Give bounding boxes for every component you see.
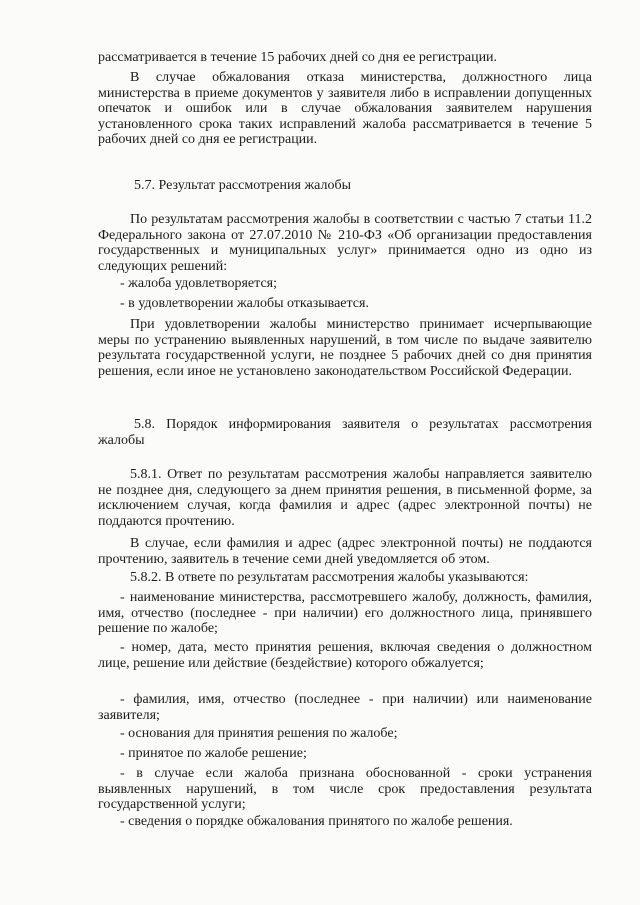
heading-5-7: 5.7. Результат рассмотрения жалобы: [134, 178, 351, 193]
paragraph-unreadable: В случае, если фамилия и адрес (адрес электронной почты) не поддаются прочтению, заявитель в течение семи дней уведомляется об этом.: [98, 536, 592, 567]
list-item-decision-grounds: - основания для принятия решения по жалобе;: [120, 726, 398, 741]
list-item-decision-details: - номер, дата, место принятия решения, включая сведения о должностном лице, решение или действие (бездействие) которого обжалуется;: [98, 640, 592, 671]
paragraph-decision-basis: По результатам рассмотрения жалобы в соответствии с частью 7 статьи 11.2 Федерального закона от 27.07.2010 № 210-ФЗ «Об организации предоставления государственных и муниципальных услуг» принимается одно из одно из следующих решений:: [98, 212, 592, 274]
list-item-appeal-procedure: - сведения о порядке обжалования принятого по жалобе решения.: [120, 814, 513, 829]
list-item-ministry-name: - наименование министерства, рассмотревшего жалобу, должность, фамилия, имя, отчество (последнее - при наличии) его должностного лица, принявшего решение по жалобе;: [98, 590, 592, 637]
paragraph-review-term: рассматривается в течение 15 рабочих дней со дня ее регистрации.: [98, 50, 498, 65]
list-item-remedy-terms: - в случае если жалоба признана обоснованной - сроки устранения выявленных нарушений, в том числе срок предоставления результата государственной услуги;: [98, 766, 592, 813]
paragraph-satisfaction-measures: При удовлетворении жалобы министерство принимает исчерпывающие меры по устранению выявленных нарушений, в том числе по выдаче заявителю результата государственной услуги, не позднее 5 рабочих дней со дня принятия решения, если иное не установлено законодательством Российской Федерации.: [98, 317, 592, 379]
list-item-applicant-name: - фамилия, имя, отчество (последнее - при наличии) или наименование заявителя;: [98, 692, 592, 723]
list-item-satisfied: - жалоба удовлетворяется;: [120, 276, 277, 291]
heading-5-8: 5.8. Порядок информирования заявителя о результатах рассмотрения жалобы: [98, 417, 592, 448]
paragraph-5-8-2: 5.8.2. В ответе по результатам рассмотрения жалобы указываются:: [130, 570, 529, 585]
list-item-decision-taken: - принятое по жалобе решение;: [120, 746, 307, 761]
paragraph-5-8-1: 5.8.1. Ответ по результатам рассмотрения жалобы направляется заявителю не позднее дня, следующего за днем принятия решения, в письменной форме, за исключением случая, когда фамилия и адрес (адрес электронной почты) не поддаются прочтению.: [98, 467, 592, 529]
list-item-refused: - в удовлетворении жалобы отказывается.: [120, 296, 369, 311]
paragraph-appeal-refusal: В случае обжалования отказа министерства, должностного лица министерства в приеме документов у заявителя либо в исправлении допущенных опечаток и ошибок или в случае обжалования заявителем нарушения установленного срока таких исправлений жалоба рассматривается в течение 5 рабочих дней со дня ее регистрации.: [98, 70, 592, 148]
